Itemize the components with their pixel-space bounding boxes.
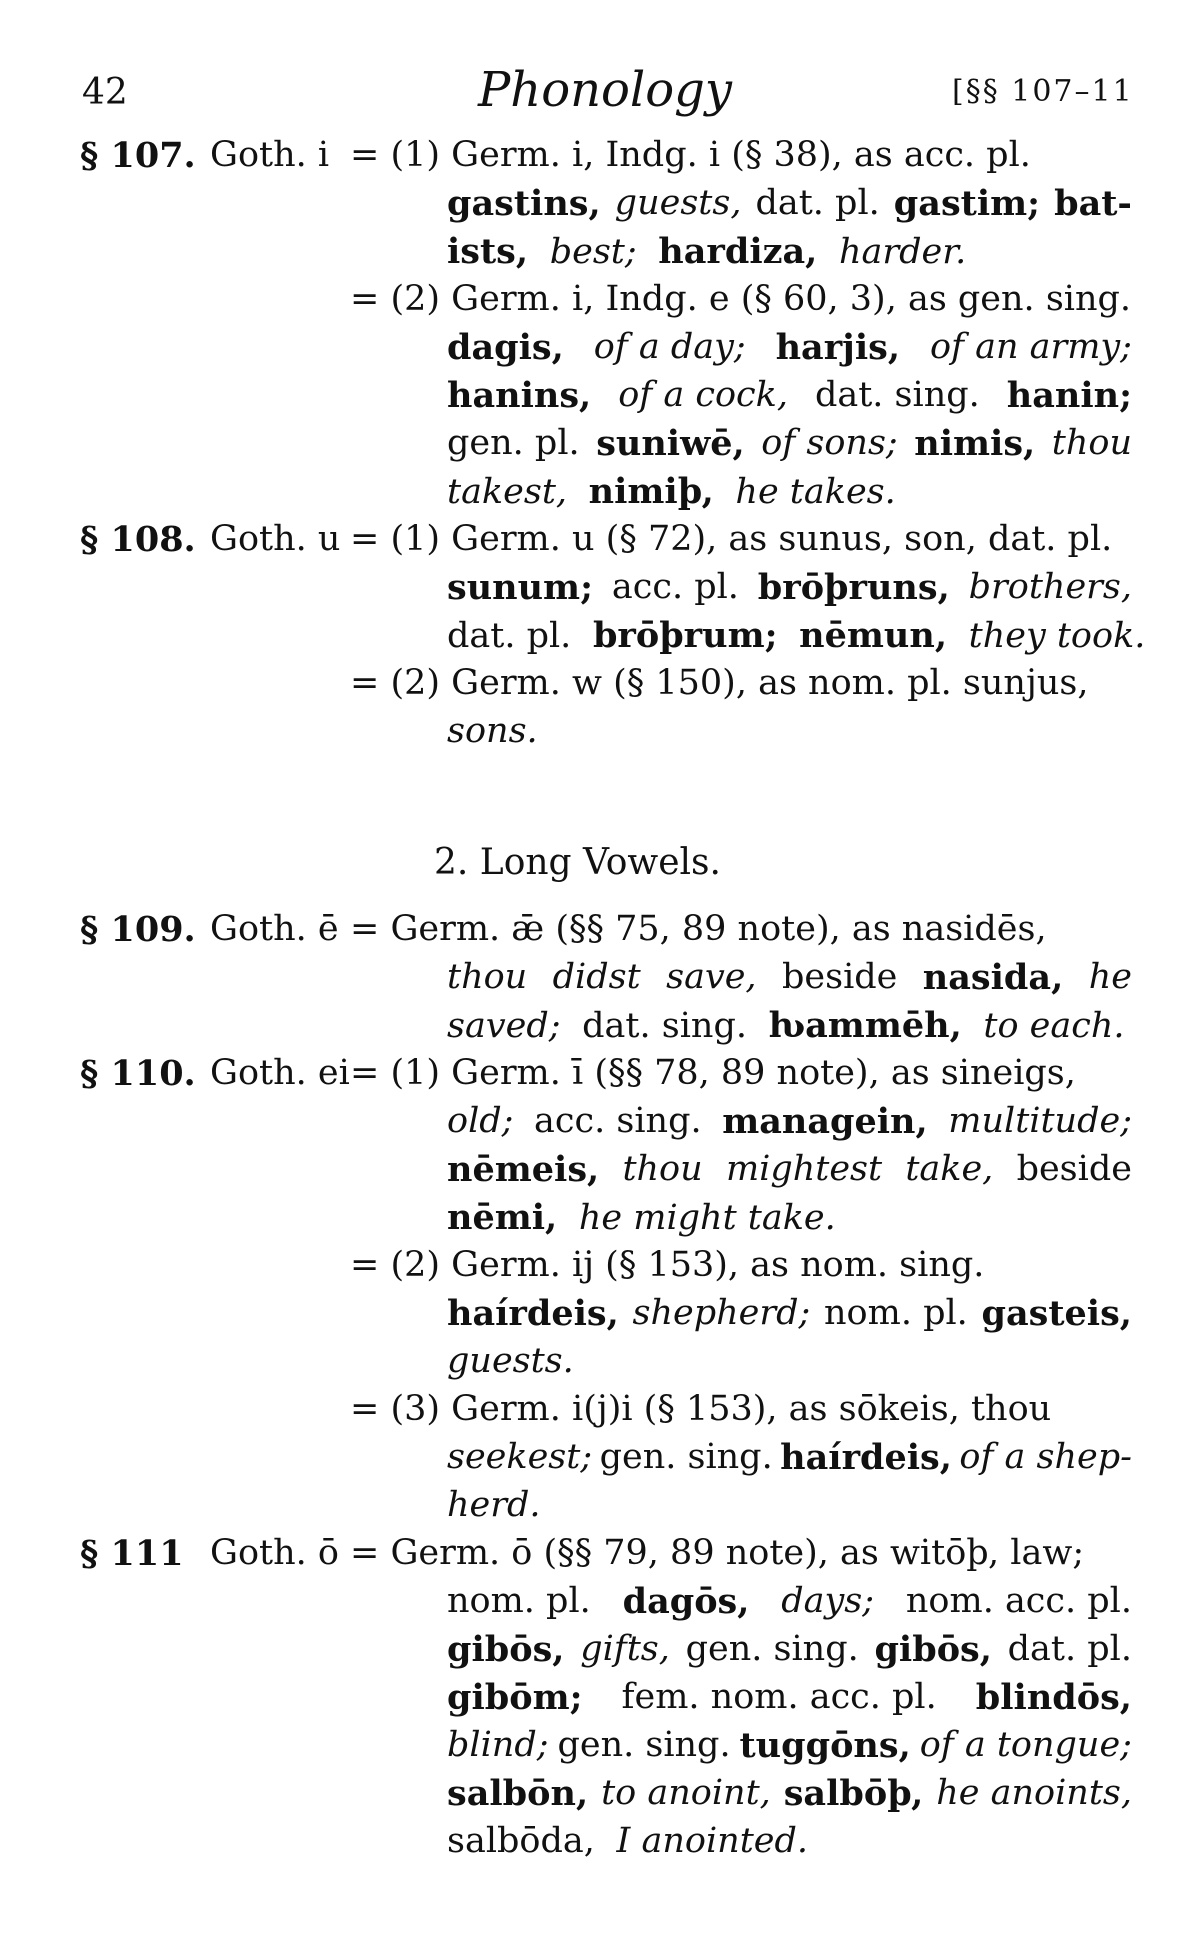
- text-line: [447, 1629, 1132, 1670]
- page-header: [0, 62, 1200, 122]
- text-line: [447, 183, 1132, 224]
- text-line: [447, 1677, 1132, 1718]
- gothic-word: nēmun,: [799, 615, 947, 656]
- gloss: he might take.: [578, 1198, 836, 1238]
- section-number: § 109.: [80, 909, 196, 950]
- text-line: [447, 567, 1132, 608]
- gothic-word: nimis,: [914, 423, 1036, 464]
- grammar-note: nom. pl.: [447, 1581, 591, 1621]
- running-title: Phonology: [478, 62, 733, 118]
- gothic-word: suniwē,: [596, 423, 745, 464]
- section-number: § 110.: [80, 1053, 196, 1094]
- gloss: guests.: [447, 1341, 574, 1381]
- grammar-note: gen. pl.: [447, 423, 580, 463]
- text-line: [447, 423, 1132, 464]
- gothic-word: hanin;: [1006, 375, 1132, 416]
- gloss: days;: [781, 1581, 875, 1621]
- text-line: [447, 1197, 836, 1238]
- gloss: he takes.: [735, 472, 896, 512]
- gothic-word: salbōþ,: [783, 1773, 924, 1814]
- correspondence-line: = (3) Germ. i(j)i (§ 153), as sōkeis, thou: [350, 1389, 1052, 1429]
- gothic-word: managein,: [722, 1101, 928, 1142]
- gloss: save,: [666, 957, 757, 997]
- gothic-word: gastim;: [893, 183, 1041, 224]
- text-line: [447, 1773, 1132, 1814]
- gloss: multitude;: [948, 1101, 1132, 1141]
- gothic-word: gibōs,: [447, 1629, 565, 1670]
- gloss: of a shep-: [959, 1437, 1132, 1477]
- gloss: he: [1088, 957, 1132, 997]
- gloss: thou: [622, 1149, 703, 1189]
- text-line: [447, 1293, 1132, 1334]
- gloss: harder.: [839, 232, 967, 272]
- gloss: of a cock,: [618, 375, 788, 415]
- gloss: mightest: [725, 1149, 883, 1189]
- gothic-word: gasteis,: [981, 1293, 1132, 1334]
- gloss: to each.: [983, 1006, 1125, 1046]
- correspondence-line: = (2) Germ. ij (§ 153), as nom. sing.: [350, 1245, 985, 1285]
- text-line: [447, 1437, 1132, 1478]
- gothic-word: haírdeis,: [780, 1437, 952, 1478]
- text-line: [447, 1485, 541, 1525]
- gloss: of a tongue;: [919, 1725, 1132, 1765]
- text-line: [447, 615, 1146, 656]
- gothic-word: hanins,: [447, 375, 592, 416]
- grammar-note: nom. acc. pl.: [905, 1581, 1132, 1621]
- text-line: [447, 231, 967, 272]
- gloss: takest,: [447, 472, 568, 512]
- gloss: take,: [905, 1149, 994, 1189]
- gloss: thou: [1051, 423, 1132, 463]
- text-line: [447, 1005, 1125, 1046]
- gothic-word: gastins,: [447, 183, 601, 224]
- section-number: § 107.: [80, 135, 196, 176]
- text-line: [447, 471, 896, 512]
- gothic-word: nēmeis,: [447, 1149, 600, 1190]
- gothic-vowel-label: Goth. ē: [210, 909, 339, 949]
- gothic-word: dagis,: [447, 327, 564, 368]
- gothic-word: tuggōns,: [739, 1725, 911, 1766]
- page-number: 42: [82, 72, 128, 113]
- gloss: sons.: [447, 711, 538, 751]
- text-line: [447, 711, 538, 751]
- gloss: seekest;: [447, 1437, 593, 1477]
- gloss: blind;: [447, 1725, 549, 1765]
- gothic-word: gibōm;: [447, 1677, 583, 1718]
- gothic-word: sunum;: [447, 567, 593, 608]
- text-line: [447, 1725, 1132, 1766]
- grammar-note: beside: [781, 957, 898, 997]
- grammar-note: dat. sing.: [582, 1006, 747, 1046]
- gothic-word: harjis,: [775, 327, 901, 368]
- gothic-vowel-label: Goth. u: [210, 519, 341, 559]
- section-number: § 111: [80, 1533, 184, 1574]
- gothic-word: dagōs,: [622, 1581, 750, 1622]
- gothic-word: salbōda,: [447, 1821, 595, 1861]
- grammar-note: acc. pl.: [611, 567, 739, 607]
- grammar-note: nom. pl.: [824, 1293, 968, 1333]
- section-range: [§§ 107–11: [952, 74, 1134, 109]
- gothic-word: salbōn,: [447, 1773, 589, 1814]
- gloss: of an army;: [929, 327, 1132, 367]
- text-line: [447, 1581, 1132, 1622]
- text-line: [447, 1821, 809, 1861]
- gothic-word: haírdeis,: [447, 1293, 619, 1334]
- gloss: brothers,: [968, 567, 1132, 607]
- text-line: [447, 957, 1132, 998]
- gothic-word: blindōs,: [975, 1677, 1132, 1718]
- grammar-note: dat. pl.: [447, 616, 572, 656]
- gloss: I anointed.: [616, 1821, 809, 1861]
- text-line: [447, 1101, 1132, 1142]
- gothic-word: gibōs,: [874, 1629, 992, 1670]
- gloss: of sons;: [761, 423, 898, 463]
- section-heading: 2. Long Vowels.: [434, 842, 721, 883]
- text-line: [447, 1149, 1132, 1190]
- grammar-note: beside: [1016, 1149, 1132, 1189]
- gloss: saved;: [447, 1006, 561, 1046]
- grammar-note: gen. sing.: [685, 1629, 859, 1669]
- correspondence-line: = (1) Germ. ī (§§ 78, 89 note), as sineigs,: [350, 1053, 1076, 1093]
- gothic-word: hardiza,: [658, 231, 818, 272]
- correspondence-line: = Germ. ǣ (§§ 75, 89 note), as nasidēs,: [350, 909, 1047, 949]
- gloss: didst: [552, 957, 641, 997]
- correspondence-line: = (1) Germ. i, Indg. i (§ 38), as acc. pl.: [350, 135, 1031, 175]
- grammar-note: fem. nom. acc. pl.: [621, 1677, 937, 1717]
- gothic-word: nimiþ,: [588, 471, 714, 512]
- gloss: thou: [447, 957, 528, 997]
- gothic-word: bat-: [1054, 183, 1132, 224]
- gloss: gifts,: [580, 1629, 670, 1669]
- gloss: best;: [549, 232, 637, 272]
- gothic-vowel-label: Goth. ei: [210, 1053, 350, 1093]
- gothic-word: brōþruns,: [757, 567, 950, 608]
- text-line: [447, 375, 1132, 416]
- section-number: § 108.: [80, 519, 196, 560]
- gloss: herd.: [447, 1485, 541, 1525]
- gothic-word: nasida,: [922, 957, 1064, 998]
- gloss: to anoint,: [601, 1773, 771, 1813]
- gloss: guests,: [614, 183, 742, 223]
- grammar-note: gen. sing.: [599, 1437, 773, 1477]
- gloss: he anoints,: [936, 1773, 1132, 1813]
- gothic-word: brōþrum;: [592, 615, 778, 656]
- gloss: shepherd;: [632, 1293, 811, 1333]
- correspondence-line: = (1) Germ. u (§ 72), as sunus, son, dat. pl.: [350, 519, 1113, 559]
- grammar-note: gen. sing.: [557, 1725, 731, 1765]
- correspondence-line: = (2) Germ. w (§ 150), as nom. pl. sunjus,: [350, 663, 1089, 703]
- correspondence-line: = (2) Germ. i, Indg. e (§ 60, 3), as gen. sing.: [350, 279, 1132, 319]
- gothic-vowel-label: Goth. i: [210, 135, 330, 175]
- grammar-note: acc. sing.: [534, 1101, 702, 1141]
- gloss: they took.: [968, 616, 1146, 656]
- text-line: [447, 1341, 574, 1381]
- gothic-word: ƕammēh,: [768, 1005, 962, 1046]
- text-line: [447, 327, 1132, 368]
- gloss: old;: [447, 1101, 514, 1141]
- grammar-note: dat. pl.: [755, 183, 880, 223]
- gothic-word: nēmi,: [447, 1197, 558, 1238]
- gothic-vowel-label: Goth. ō: [210, 1533, 339, 1573]
- grammar-note: dat. pl.: [1007, 1629, 1132, 1669]
- correspondence-line: = Germ. ō (§§ 79, 89 note), as witōþ, law;: [350, 1533, 1085, 1573]
- gloss: of a day;: [593, 327, 746, 367]
- grammar-note: dat. sing.: [814, 375, 980, 415]
- gothic-word: ists,: [447, 231, 529, 272]
